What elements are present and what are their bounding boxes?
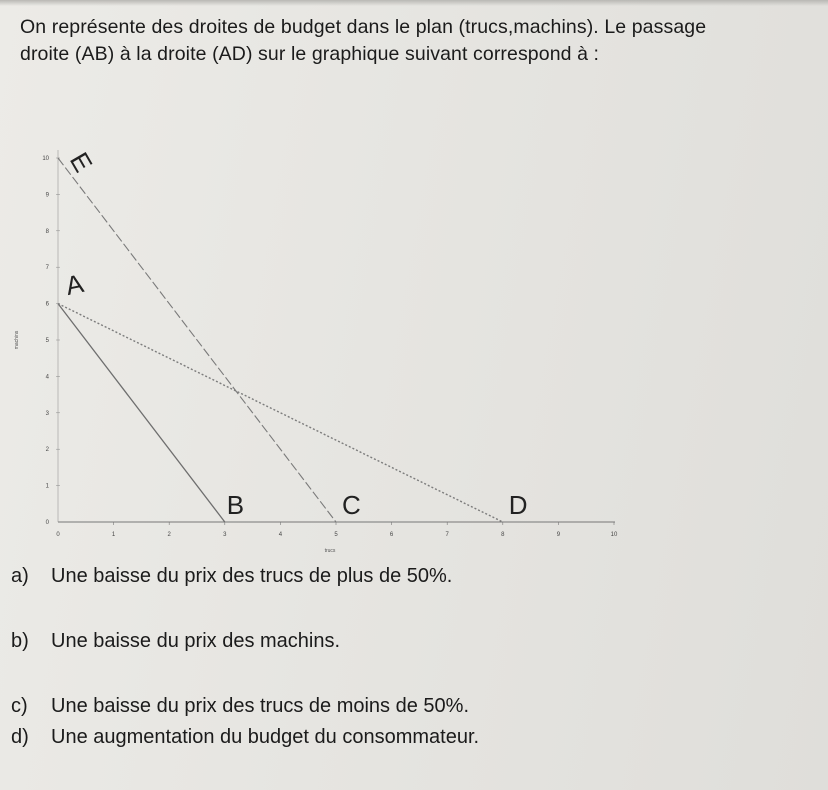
- question-line-2: droite (AB) à la droite (AD) sur le graphique suivant correspond à :: [20, 43, 600, 65]
- option-a-letter: a): [11, 565, 29, 587]
- point-label-b: B: [226, 490, 245, 520]
- point-labels: [63, 147, 528, 520]
- option-a[interactable]: [11, 565, 452, 588]
- point-label-e: E: [63, 147, 99, 178]
- budget-lines-chart: [0, 140, 640, 560]
- x-tick-label-1: 1: [111, 532, 116, 538]
- question-text: [20, 14, 820, 68]
- x-tick-label-3: 3: [223, 532, 227, 538]
- budget-line-ad: [58, 304, 503, 522]
- option-b[interactable]: [11, 630, 340, 653]
- x-tick-label-7: 7: [445, 532, 449, 538]
- page-top-edge: [0, 0, 828, 6]
- budget-line-ab: [58, 304, 225, 522]
- option-c-text: Une baisse du prix des trucs de moins de 50%.: [51, 695, 469, 717]
- x-tick-label-10: 10: [610, 532, 618, 538]
- option-c[interactable]: [11, 695, 469, 718]
- x-ticks: [56, 522, 618, 538]
- y-tick-label-6: 6: [45, 301, 49, 308]
- option-b-letter: b): [11, 630, 29, 652]
- y-tick-label-4: 4: [45, 374, 49, 381]
- y-tick-label-7: 7: [45, 265, 49, 272]
- option-b-text: Une baisse du prix des machins.: [51, 630, 341, 652]
- y-axis-title: machins: [14, 330, 20, 350]
- point-label-c: C: [342, 490, 361, 520]
- y-tick-label-5: 5: [45, 338, 49, 344]
- option-d-text: Une augmentation du budget du consommateur.: [51, 726, 480, 748]
- y-tick-label-2: 2: [45, 447, 49, 454]
- y-tick-label-9: 9: [45, 192, 49, 199]
- x-tick-label-5: 5: [334, 532, 338, 538]
- x-tick-label-0: 0: [56, 532, 60, 538]
- x-axis-title: trucs: [324, 548, 336, 554]
- x-tick-label-8: 8: [501, 532, 505, 538]
- point-label-d: D: [508, 490, 528, 520]
- x-tick-label-9: 9: [556, 532, 561, 538]
- chart-axes: [58, 150, 615, 522]
- y-tick-label-1: 1: [45, 483, 49, 490]
- x-tick-label-2: 2: [167, 532, 171, 538]
- y-tick-label-3: 3: [45, 410, 49, 417]
- y-tick-label-8: 8: [45, 228, 49, 235]
- y-tick-label-0: 0: [45, 520, 49, 526]
- budget-lines: [58, 158, 503, 522]
- point-label-a: A: [62, 268, 87, 301]
- option-a-text: Une baisse du prix des trucs de plus de 50%.: [51, 565, 453, 587]
- option-d-letter: d): [11, 726, 29, 748]
- x-tick-label-6: 6: [389, 532, 394, 538]
- y-ticks: [42, 156, 60, 526]
- option-d[interactable]: [11, 726, 479, 749]
- x-tick-label-4: 4: [278, 532, 283, 538]
- budget-line-ec: [58, 158, 336, 522]
- question-line-1: On représente des droites de budget dans le plan (trucs,machins). Le passage: [20, 16, 707, 38]
- option-c-letter: c): [11, 695, 28, 717]
- y-tick-label-10: 10: [42, 156, 49, 162]
